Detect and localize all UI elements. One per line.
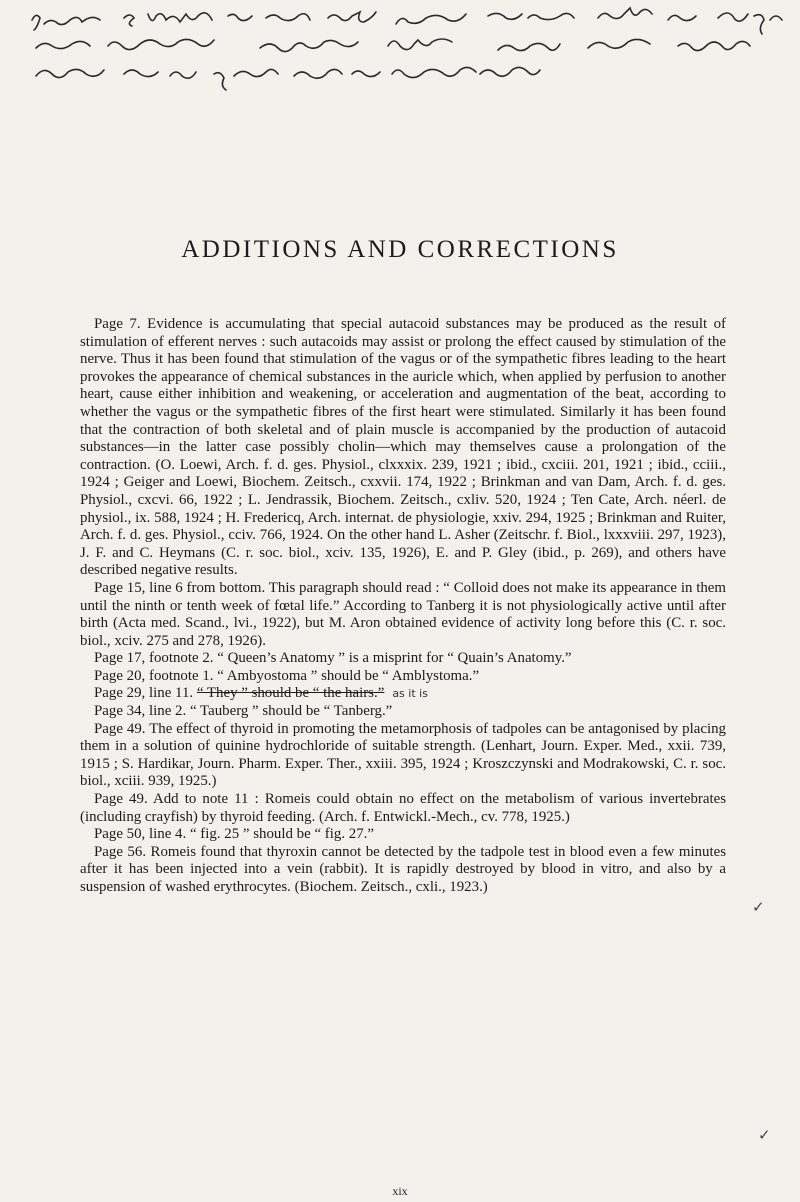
paragraph-text: “ Queen’s Anatomy ” is a misprint for “ Quain’s Anatomy.”: [217, 650, 572, 667]
paragraph-lead: Page 15, line 6 from bottom.: [94, 579, 266, 596]
paragraph-lead: Page 17, footnote 2.: [94, 650, 214, 667]
paragraph: [80, 668, 726, 686]
corrections-body: [80, 316, 726, 897]
paragraph: [80, 316, 726, 580]
paragraph-lead: Page 56.: [94, 843, 147, 860]
paragraph-text: The effect of thyroid in promoting the metamorphosis of tadpoles can be antagonised by placing them in a solution of quinine hydrochloride of suitable strength. (Lenhart, Journ. Exper. Med., xxii. 739, 1915 ; S. Hardikar, Journ. Pharm. Exper. Ther., xxiii. 395, 1924 ; Kroszczynski and Modrakowski, C. r. soc. biol., xciii. 939, 1925.): [80, 720, 726, 790]
paragraph-lead: Page 49.: [94, 791, 148, 808]
paragraph: [80, 650, 726, 668]
page-title: ADDITIONS AND CORRECTIONS: [181, 236, 619, 263]
paragraph-lead: Page 50, line 4.: [94, 826, 187, 843]
paragraph-lead: Page 49.: [94, 720, 146, 737]
paragraph-text: This paragraph should read : “ Colloid does not make its appearance in them until the ninth or tenth week of fœtal life.” According to Tanberg it is not physiologically active until after birth (Acta med. Scand., lvi., 1922), but M. Aron obtained evidence of activity long before this (C. r. soc. biol., xciv. 275 and 278, 1926).: [80, 579, 726, 649]
check-mark-icon: ✓: [752, 898, 765, 916]
paragraph: [80, 791, 726, 826]
paragraph: [80, 826, 726, 844]
paragraph: [80, 703, 726, 721]
struck-correction: “ They ” should be “ the hairs.”: [196, 685, 385, 702]
paragraph-text: Romeis found that thyroxin cannot be detected by the tadpole test in blood even a few minutes after it has been injected into a vein (rabbit). It is rapidly destroyed by blood in vitro, and also by a suspension of washed erythrocytes. (Biochem. Zeitsch., cxli., 1923.): [80, 843, 726, 895]
paragraph-lead: Page 34, line 2.: [94, 703, 187, 720]
paragraph-text: “ Ambyostoma ” should be “ Amblystoma.”: [217, 667, 480, 684]
paragraph-text: “ Tauberg ” should be “ Tanberg.”: [189, 703, 393, 720]
paragraph-text: Evidence is accumulating that special autacoid substances may be produced as the result of stimulation of efferent nerves : such autacoids may assist or prolong the effect caused by stimulation of the nerve. Thus it has been found that stimulation of the vagus or of the sympathetic fibres leading to the heart provokes the appearance of chemical substances in the auricle which, when applied by perfusion to another heart, cause either inhibition and weakening, or acceleration and augmentation of the beat, according to whether the vagus or the sympathetic fibres of the first heart were stimulated. Similarly it has been found that the contraction of both skeletal and of plain muscle is accompanied by the production of autacoid substances—in the latter case possibly cholin—which may themselves cause a prolongation of the contraction. (O. Loewi, Arch. f. d. ges. Physiol., clxxxix. 239, 1921 ; ibid., cxciii. 201, 1921 ; ibid., cciii., 1924 ; Geiger and Loewi, Biochem. Zeitsch., cxxvii. 174, 1922 ; Brinkman and van Dam, Arch. f. d. ges. Physiol., cxcvi. 66, 1922 ; L. Jendrassik, Biochem. Zeitsch., cxliv. 520, 1924 ; Ten Cate, Arch. néerl. de physiol., ix. 588, 1924 ; H. Fredericq, Arch. internat. de physiologie, xxiv. 294, 1925 ; Brinkman and Ruiter, Arch. f. d. ges. Physiol., cciv. 766, 1924. On the other hand L. Asher (Zeitschr. f. Biol., lxxxviii. 297, 1923), J. F. and C. Heymans (C. r. soc. biol., xciv. 135, 1926), E. and P. Gley (ibid., p. 269), and others have described negative results.: [80, 316, 726, 579]
paragraph-lead: Page 20, footnote 1.: [94, 667, 214, 684]
paragraph-text: “ fig. 25 ” should be “ fig. 27.”: [189, 826, 374, 843]
handwritten-margin-note: as it is: [392, 687, 428, 701]
paragraph: [80, 685, 726, 703]
paragraph: [80, 844, 726, 897]
handwritten-annotation: [28, 6, 788, 96]
paragraph: [80, 580, 726, 650]
paragraph: [80, 721, 726, 791]
check-mark-icon: ✓: [758, 1126, 771, 1144]
paragraph-lead: Page 29, line 11.: [94, 685, 194, 702]
paragraph-text: Add to note 11 : Romeis could obtain no effect on the metabolism of various invertebrates (including crayfish) by thyroid feeding. (Arch. f. Entwickl.-Mech., cv. 778, 1925.): [80, 791, 726, 825]
page-number: xix: [392, 1184, 408, 1198]
paragraph-lead: Page 7.: [94, 316, 141, 332]
